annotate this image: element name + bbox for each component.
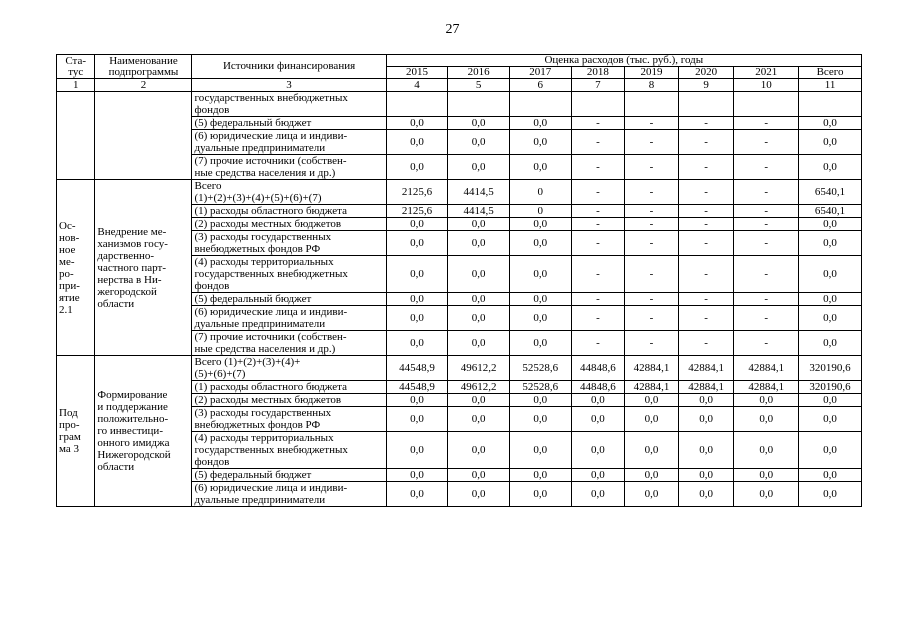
year-value-cell bbox=[734, 92, 799, 117]
total-value-cell: 0,0 bbox=[799, 117, 862, 130]
year-value-cell: - bbox=[734, 218, 799, 231]
year-value-cell: 0,0 bbox=[625, 407, 679, 432]
table-row bbox=[57, 180, 862, 205]
total-value-cell: 0,0 bbox=[799, 407, 862, 432]
year-value-cell bbox=[625, 92, 679, 117]
header-year: 2016 bbox=[448, 67, 510, 79]
year-value-cell bbox=[571, 92, 625, 117]
year-value-cell: - bbox=[571, 256, 625, 293]
funding-source-cell: Всего (1)+(2)+(3)+(4)+ (5)+(6)+(7) bbox=[192, 356, 386, 381]
year-value-cell: 0,0 bbox=[448, 130, 510, 155]
year-value-cell: 0,0 bbox=[448, 117, 510, 130]
year-value-cell: 0,0 bbox=[448, 469, 510, 482]
year-value-cell: 0,0 bbox=[386, 469, 448, 482]
year-value-cell: 0,0 bbox=[678, 469, 734, 482]
year-value-cell bbox=[386, 92, 448, 117]
year-value-cell: 0,0 bbox=[509, 231, 571, 256]
year-value-cell: 0,0 bbox=[625, 394, 679, 407]
total-value-cell: 6540,1 bbox=[799, 180, 862, 205]
year-value-cell: - bbox=[678, 130, 734, 155]
year-value-cell: - bbox=[678, 256, 734, 293]
year-value-cell: - bbox=[678, 155, 734, 180]
year-value-cell: - bbox=[625, 117, 679, 130]
year-value-cell: 0,0 bbox=[448, 331, 510, 356]
column-number: 6 bbox=[509, 79, 571, 92]
header-year: Всего bbox=[799, 67, 862, 79]
year-value-cell: 52528,6 bbox=[509, 381, 571, 394]
total-value-cell: 0,0 bbox=[799, 218, 862, 231]
header-year: 2020 bbox=[678, 67, 734, 79]
page-number: 27 bbox=[445, 22, 460, 37]
total-value-cell: 0,0 bbox=[799, 306, 862, 331]
column-number: 9 bbox=[678, 79, 734, 92]
funding-source-cell: (7) прочие источники (собствен- ные средства населения и др.) bbox=[192, 155, 386, 180]
total-value-cell: 0,0 bbox=[799, 469, 862, 482]
year-value-cell: 0,0 bbox=[448, 306, 510, 331]
total-value-cell: 0,0 bbox=[799, 482, 862, 507]
year-value-cell: - bbox=[734, 205, 799, 218]
year-value-cell: 0,0 bbox=[386, 130, 448, 155]
year-value-cell: 0,0 bbox=[386, 482, 448, 507]
year-value-cell: 0,0 bbox=[509, 306, 571, 331]
year-value-cell: - bbox=[571, 231, 625, 256]
table-row bbox=[57, 92, 862, 117]
header-status: Ста- тус bbox=[57, 55, 95, 79]
funding-source-cell: (1) расходы областного бюджета bbox=[192, 205, 386, 218]
year-value-cell: 0,0 bbox=[734, 407, 799, 432]
year-value-cell: 42884,1 bbox=[734, 356, 799, 381]
funding-source-cell: Всего (1)+(2)+(3)+(4)+(5)+(6)+(7) bbox=[192, 180, 386, 205]
year-value-cell: 0,0 bbox=[571, 432, 625, 469]
year-value-cell: - bbox=[678, 218, 734, 231]
status-cell bbox=[57, 92, 95, 180]
year-value-cell: 0,0 bbox=[386, 117, 448, 130]
status-cell: Ос- нов- ное ме- ро- при- ятие 2.1 bbox=[57, 180, 95, 356]
year-value-cell: 2125,6 bbox=[386, 205, 448, 218]
header-year: 2021 bbox=[734, 67, 799, 79]
column-number: 2 bbox=[95, 79, 192, 92]
funding-source-cell: (2) расходы местных бюджетов bbox=[192, 394, 386, 407]
year-value-cell: - bbox=[678, 117, 734, 130]
year-value-cell: 0,0 bbox=[386, 256, 448, 293]
total-value-cell: 0,0 bbox=[799, 231, 862, 256]
year-value-cell: 0,0 bbox=[386, 331, 448, 356]
header-year: 2018 bbox=[571, 67, 625, 79]
year-value-cell: - bbox=[678, 205, 734, 218]
total-value-cell: 0,0 bbox=[799, 256, 862, 293]
column-number: 8 bbox=[625, 79, 679, 92]
year-value-cell: 0,0 bbox=[448, 394, 510, 407]
column-number: 4 bbox=[386, 79, 448, 92]
year-value-cell: - bbox=[625, 218, 679, 231]
year-value-cell: 0,0 bbox=[448, 155, 510, 180]
year-value-cell: - bbox=[571, 218, 625, 231]
year-value-cell: 0,0 bbox=[571, 482, 625, 507]
funding-source-cell: (6) юридические лица и индиви- дуальные предприниматели bbox=[192, 130, 386, 155]
year-value-cell: 42884,1 bbox=[734, 381, 799, 394]
subprogram-name-cell: Формирование и поддержание положительно- го инвестици- онного имиджа Нижегородской области bbox=[95, 356, 192, 507]
year-value-cell: 0,0 bbox=[509, 293, 571, 306]
funding-source-cell: (4) расходы территориальных государственных внебюджетных фондов bbox=[192, 432, 386, 469]
year-value-cell: 49612,2 bbox=[448, 356, 510, 381]
column-number: 10 bbox=[734, 79, 799, 92]
year-value-cell: 49612,2 bbox=[448, 381, 510, 394]
year-value-cell bbox=[678, 92, 734, 117]
year-value-cell: 0,0 bbox=[509, 394, 571, 407]
year-value-cell: - bbox=[678, 331, 734, 356]
funding-source-cell: (3) расходы государственных внебюджетных фондов РФ bbox=[192, 231, 386, 256]
year-value-cell: - bbox=[734, 180, 799, 205]
year-value-cell: - bbox=[734, 117, 799, 130]
year-value-cell: 0,0 bbox=[448, 293, 510, 306]
column-number: 7 bbox=[571, 79, 625, 92]
year-value-cell: 0,0 bbox=[509, 256, 571, 293]
year-value-cell: 52528,6 bbox=[509, 356, 571, 381]
column-number: 5 bbox=[448, 79, 510, 92]
year-value-cell: 0,0 bbox=[571, 469, 625, 482]
year-value-cell: 0,0 bbox=[734, 469, 799, 482]
status-cell: Под про- грам ма 3 bbox=[57, 356, 95, 507]
year-value-cell: 0,0 bbox=[509, 407, 571, 432]
funding-source-cell: (5) федеральный бюджет bbox=[192, 469, 386, 482]
year-value-cell: - bbox=[678, 180, 734, 205]
year-value-cell: - bbox=[625, 205, 679, 218]
year-value-cell: 42884,1 bbox=[625, 356, 679, 381]
year-value-cell: 0,0 bbox=[734, 394, 799, 407]
funding-source-cell: (4) расходы территориальных государственных внебюджетных фондов bbox=[192, 256, 386, 293]
year-value-cell: 0,0 bbox=[509, 117, 571, 130]
year-value-cell: - bbox=[625, 306, 679, 331]
year-value-cell: - bbox=[571, 155, 625, 180]
total-value-cell: 0,0 bbox=[799, 331, 862, 356]
year-value-cell: 0,0 bbox=[386, 231, 448, 256]
year-value-cell: 0,0 bbox=[678, 407, 734, 432]
total-value-cell: 0,0 bbox=[799, 293, 862, 306]
total-value-cell: 6540,1 bbox=[799, 205, 862, 218]
year-value-cell: 0,0 bbox=[386, 293, 448, 306]
funding-source-cell: (6) юридические лица и индиви- дуальные предприниматели bbox=[192, 482, 386, 507]
header-sources: Источники финансирования bbox=[192, 55, 386, 79]
year-value-cell: 0,0 bbox=[625, 432, 679, 469]
year-value-cell: 0,0 bbox=[448, 407, 510, 432]
funding-source-cell: (1) расходы областного бюджета bbox=[192, 381, 386, 394]
subprogram-name-cell: Внедрение ме- ханизмов госу- дарственно- частного парт- нерства в Ни- жегородской области bbox=[95, 180, 192, 356]
year-value-cell: 44548,9 bbox=[386, 356, 448, 381]
year-value-cell: 0,0 bbox=[509, 130, 571, 155]
year-value-cell: 0,0 bbox=[386, 218, 448, 231]
table-row bbox=[57, 356, 862, 381]
total-value-cell: 320190,6 bbox=[799, 381, 862, 394]
year-value-cell: 0,0 bbox=[678, 432, 734, 469]
header-year: 2015 bbox=[386, 67, 448, 79]
year-value-cell: 0,0 bbox=[509, 331, 571, 356]
year-value-cell: 0,0 bbox=[678, 482, 734, 507]
year-value-cell bbox=[509, 92, 571, 117]
year-value-cell: 44848,6 bbox=[571, 356, 625, 381]
year-value-cell: - bbox=[571, 331, 625, 356]
budget-table bbox=[56, 54, 862, 507]
year-value-cell: - bbox=[625, 293, 679, 306]
column-number: 1 bbox=[57, 79, 95, 92]
year-value-cell: - bbox=[625, 256, 679, 293]
total-value-cell: 0,0 bbox=[799, 432, 862, 469]
year-value-cell: - bbox=[734, 130, 799, 155]
year-value-cell: 2125,6 bbox=[386, 180, 448, 205]
funding-source-cell: государственных внебюджетных фондов bbox=[192, 92, 386, 117]
subprogram-name-cell bbox=[95, 92, 192, 180]
year-value-cell: 0,0 bbox=[448, 432, 510, 469]
year-value-cell: 0,0 bbox=[386, 407, 448, 432]
year-value-cell: 0,0 bbox=[571, 407, 625, 432]
total-value-cell: 320190,6 bbox=[799, 356, 862, 381]
year-value-cell: 0,0 bbox=[734, 432, 799, 469]
year-value-cell: - bbox=[571, 306, 625, 331]
year-value-cell: 44548,9 bbox=[386, 381, 448, 394]
year-value-cell: - bbox=[625, 180, 679, 205]
year-value-cell: 0,0 bbox=[678, 394, 734, 407]
year-value-cell: - bbox=[625, 331, 679, 356]
year-value-cell: - bbox=[734, 231, 799, 256]
total-value-cell bbox=[799, 92, 862, 117]
year-value-cell: 0,0 bbox=[625, 482, 679, 507]
year-value-cell: 0,0 bbox=[509, 482, 571, 507]
total-value-cell: 0,0 bbox=[799, 130, 862, 155]
year-value-cell: - bbox=[625, 130, 679, 155]
year-value-cell: 0,0 bbox=[386, 306, 448, 331]
column-number: 3 bbox=[192, 79, 386, 92]
year-value-cell: - bbox=[734, 293, 799, 306]
year-value-cell: - bbox=[734, 306, 799, 331]
total-value-cell: 0,0 bbox=[799, 155, 862, 180]
year-value-cell: 4414,5 bbox=[448, 180, 510, 205]
funding-source-cell: (5) федеральный бюджет bbox=[192, 117, 386, 130]
year-value-cell: 0,0 bbox=[386, 432, 448, 469]
year-value-cell: - bbox=[734, 155, 799, 180]
funding-source-cell: (5) федеральный бюджет bbox=[192, 293, 386, 306]
year-value-cell: 0,0 bbox=[448, 231, 510, 256]
year-value-cell: - bbox=[678, 293, 734, 306]
year-value-cell: 0,0 bbox=[734, 482, 799, 507]
year-value-cell: - bbox=[625, 231, 679, 256]
year-value-cell: 0,0 bbox=[509, 469, 571, 482]
year-value-cell: 0 bbox=[509, 205, 571, 218]
year-value-cell: - bbox=[734, 256, 799, 293]
year-value-cell: 0,0 bbox=[448, 482, 510, 507]
year-value-cell bbox=[448, 92, 510, 117]
year-value-cell: 0 bbox=[509, 180, 571, 205]
funding-source-cell: (3) расходы государственных внебюджетных фондов РФ bbox=[192, 407, 386, 432]
year-value-cell: 0,0 bbox=[386, 155, 448, 180]
header-year: 2019 bbox=[625, 67, 679, 79]
total-value-cell: 0,0 bbox=[799, 394, 862, 407]
year-value-cell: - bbox=[571, 205, 625, 218]
year-value-cell: 0,0 bbox=[386, 394, 448, 407]
year-value-cell: - bbox=[571, 130, 625, 155]
year-value-cell: - bbox=[571, 117, 625, 130]
year-value-cell: 0,0 bbox=[448, 218, 510, 231]
year-value-cell: - bbox=[571, 180, 625, 205]
year-value-cell: - bbox=[625, 155, 679, 180]
year-value-cell: - bbox=[678, 231, 734, 256]
year-value-cell: - bbox=[571, 293, 625, 306]
year-value-cell: - bbox=[678, 306, 734, 331]
year-value-cell: 42884,1 bbox=[625, 381, 679, 394]
funding-source-cell: (6) юридические лица и индиви- дуальные предприниматели bbox=[192, 306, 386, 331]
year-value-cell: 44848,6 bbox=[571, 381, 625, 394]
year-value-cell: 0,0 bbox=[509, 155, 571, 180]
year-value-cell: 0,0 bbox=[571, 394, 625, 407]
year-value-cell: - bbox=[734, 331, 799, 356]
column-number: 11 bbox=[799, 79, 862, 92]
year-value-cell: 0,0 bbox=[625, 469, 679, 482]
year-value-cell: 0,0 bbox=[509, 432, 571, 469]
header-name: Наименование подпрограммы bbox=[95, 55, 192, 79]
header-year: 2017 bbox=[509, 67, 571, 79]
year-value-cell: 4414,5 bbox=[448, 205, 510, 218]
year-value-cell: 42884,1 bbox=[678, 356, 734, 381]
funding-source-cell: (7) прочие источники (собствен- ные средства населения и др.) bbox=[192, 331, 386, 356]
year-value-cell: 0,0 bbox=[448, 256, 510, 293]
funding-source-cell: (2) расходы местных бюджетов bbox=[192, 218, 386, 231]
year-value-cell: 0,0 bbox=[509, 218, 571, 231]
year-value-cell: 42884,1 bbox=[678, 381, 734, 394]
header-estimate: Оценка расходов (тыс. руб.), годы bbox=[386, 55, 861, 67]
